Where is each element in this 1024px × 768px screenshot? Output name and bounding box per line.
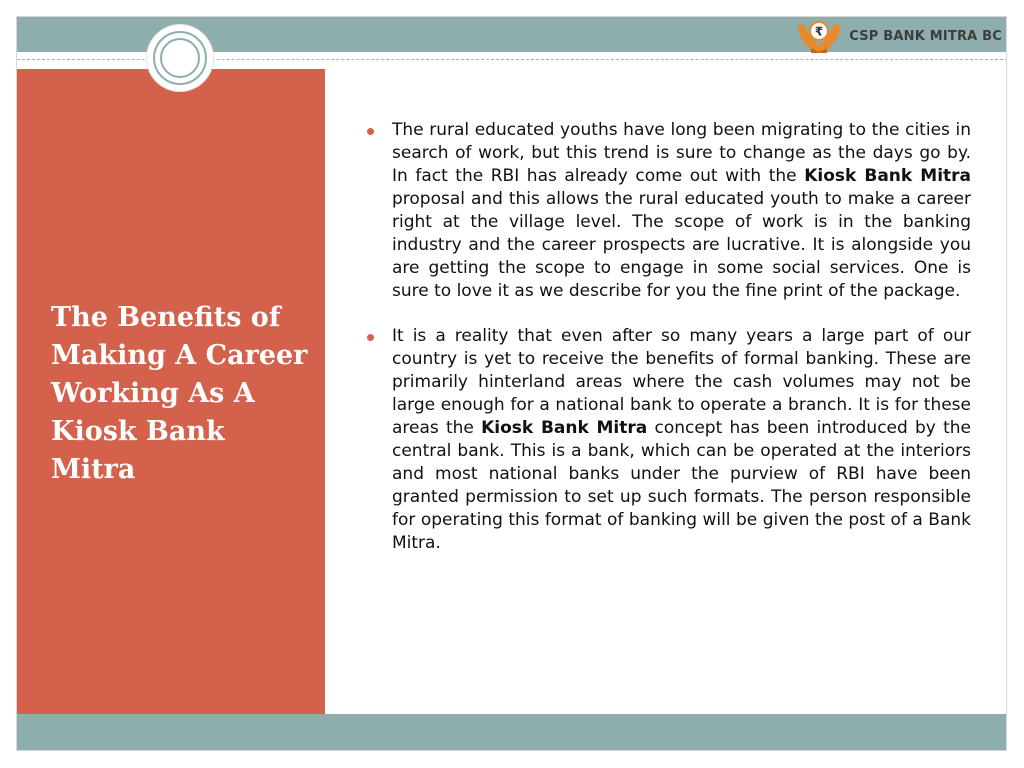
bullet-dot-icon: [367, 334, 374, 341]
bullet-text-bold: Kiosk Bank Mitra: [804, 166, 971, 186]
bullet-item: [365, 119, 971, 303]
logo: [793, 18, 1002, 54]
bullet-text: [392, 325, 971, 555]
circle-ring-inner: [160, 38, 200, 78]
bullet-item: [365, 325, 971, 555]
bullet-text-bold: Kiosk Bank Mitra: [481, 418, 648, 438]
hands-coin-icon: [793, 18, 845, 54]
bottom-band: [17, 714, 1007, 750]
bullet-text-part: concept has been introduced by the central bank. This is a bank, which can be operated at the interiors and most national banks under the purview of RBI have been granted permission to set up such formats. The person responsible for operating this format of banking will be given the post of a Bank Mitra.: [392, 418, 971, 553]
circle-ring-outer: [153, 31, 207, 85]
logo-text: CSP BANK MITRA BC: [849, 28, 1002, 44]
bullet-text-part: proposal and this allows the rural educated youth to make a career right at the village level. The scope of work is in the banking industry and the career prospects are lucrative. It is alongside you are getting the scope to engage in some social services. One is sure to love it as we describe for you the fine print of the package.: [392, 189, 971, 301]
content-area: [365, 119, 971, 577]
title-panel: [17, 69, 325, 717]
bullet-text-part: The rural educated youths have long been migrating to the cities in search of work, but this trend is sure to change as the days go by. In fact the RBI has already come out with the: [392, 120, 971, 186]
rupee-symbol: ₹: [815, 24, 824, 39]
bullet-text-part: It is a reality that even after so many years a large part of our country is yet to receive the benefits of formal banking. These are primarily hinterland areas where the cash volumes may not be large enough for a national bank to operate a branch. It is for these areas the: [392, 326, 971, 438]
bullet-text: [392, 119, 971, 303]
slide: [16, 16, 1007, 751]
bullet-dot-icon: [367, 128, 374, 135]
slide-title: The Benefits of Making A Career Working As A Kiosk Bank Mitra: [51, 302, 308, 485]
circle-ornament: [147, 25, 213, 91]
